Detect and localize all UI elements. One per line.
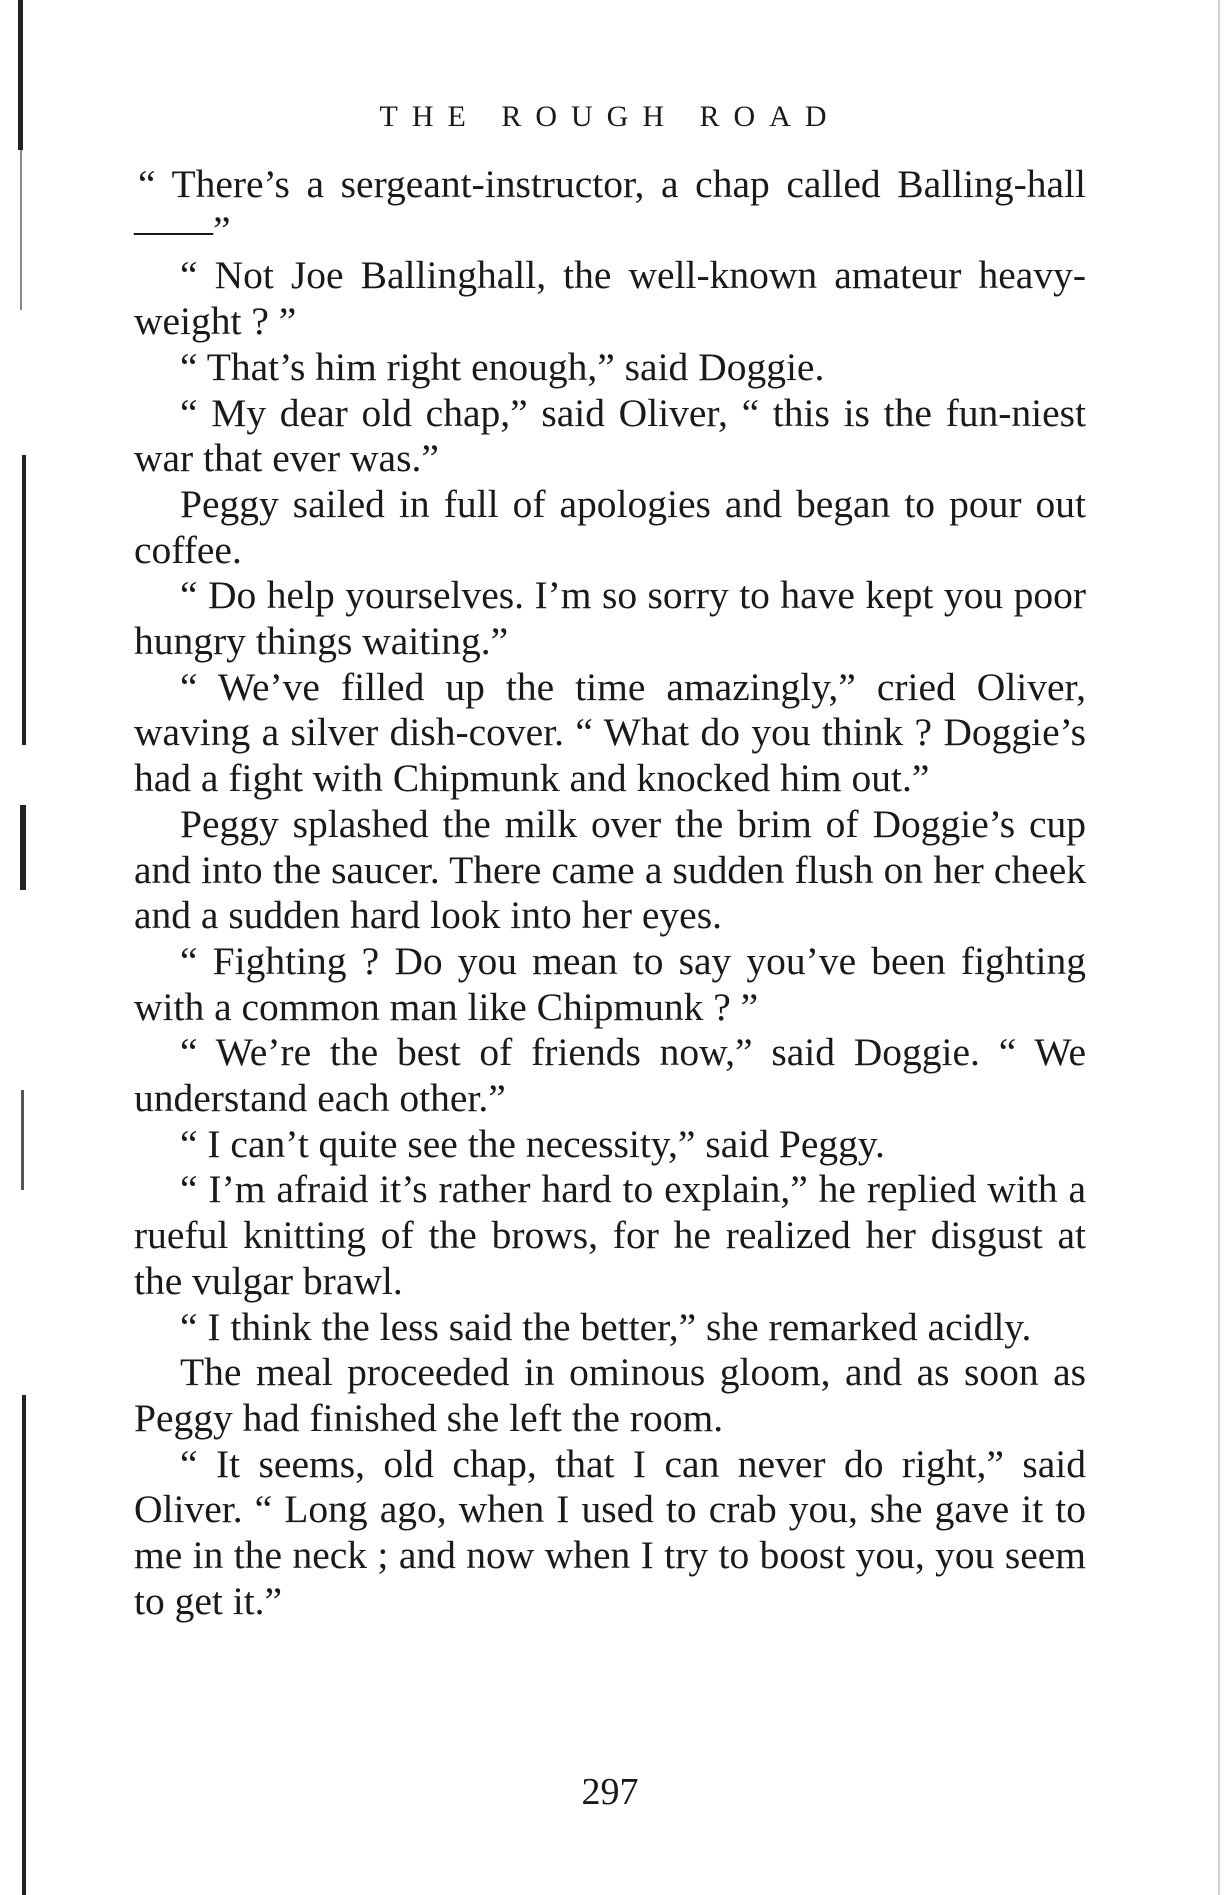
paragraph: “ I think the less said the better,” she remarked acidly.: [180, 1304, 1032, 1349]
page-edge: [1218, 0, 1220, 1895]
paragraph: “ I’m afraid it’s rather hard to explain,” he replied with a rueful knitting of the brows, for he realized her disgust at the vulgar brawl.: [134, 1167, 1086, 1303]
paragraph: “ Not Joe Ballinghall, the well-known amateur heavy-weight ? ”: [134, 253, 1086, 344]
paragraph: “ We’re the best of friends now,” said Doggie. “ We understand each other.”: [134, 1030, 1086, 1121]
paragraph: “ That’s him right enough,” said Doggie.: [180, 344, 825, 389]
paragraph: Peggy sailed in full of apologies and began to pour out coffee.: [134, 481, 1086, 572]
paragraph: “ There’s a sergeant-instructor, a chap called Balling-hall——”: [134, 162, 1086, 252]
paragraph: “ Do help yourselves. I’m so sorry to have kept you poor hungry things waiting.”: [134, 573, 1086, 664]
body-text: [134, 162, 1086, 1625]
paragraph: “ Fighting ? Do you mean to say you’ve been fighting with a common man like Chipmunk ? ”: [134, 938, 1086, 1029]
paragraph: Peggy splashed the milk over the brim of Doggie’s cup and into the saucer. There came a sudden flush on her cheek and a sudden hard look into her eyes.: [134, 801, 1086, 938]
paragraph: “ My dear old chap,” said Oliver, “ this is the fun-niest war that ever was.”: [134, 390, 1086, 481]
book-page: [134, 0, 1086, 1895]
paragraph: “ It seems, old chap, that I can never do right,” said Oliver. “ Long ago, when I used to crab you, she gave it to me in the neck ; and now when I try to boost you, you seem to get it.”: [134, 1441, 1086, 1623]
page-number: 297: [581, 1771, 639, 1813]
paragraph: “ I can’t quite see the necessity,” said Peggy.: [180, 1121, 885, 1166]
paragraph: The meal proceeded in ominous gloom, and as soon as Peggy had finished she left the room.: [134, 1350, 1086, 1440]
paragraph: “ We’ve filled up the time amazingly,” cried Oliver, waving a silver dish-cover. “ What do you think ? Doggie’s had a fight with Chipmunk and knocked him out.”: [134, 664, 1086, 801]
binding-edge: [0, 0, 44, 1895]
running-head: THE ROUGH ROAD: [379, 100, 841, 133]
